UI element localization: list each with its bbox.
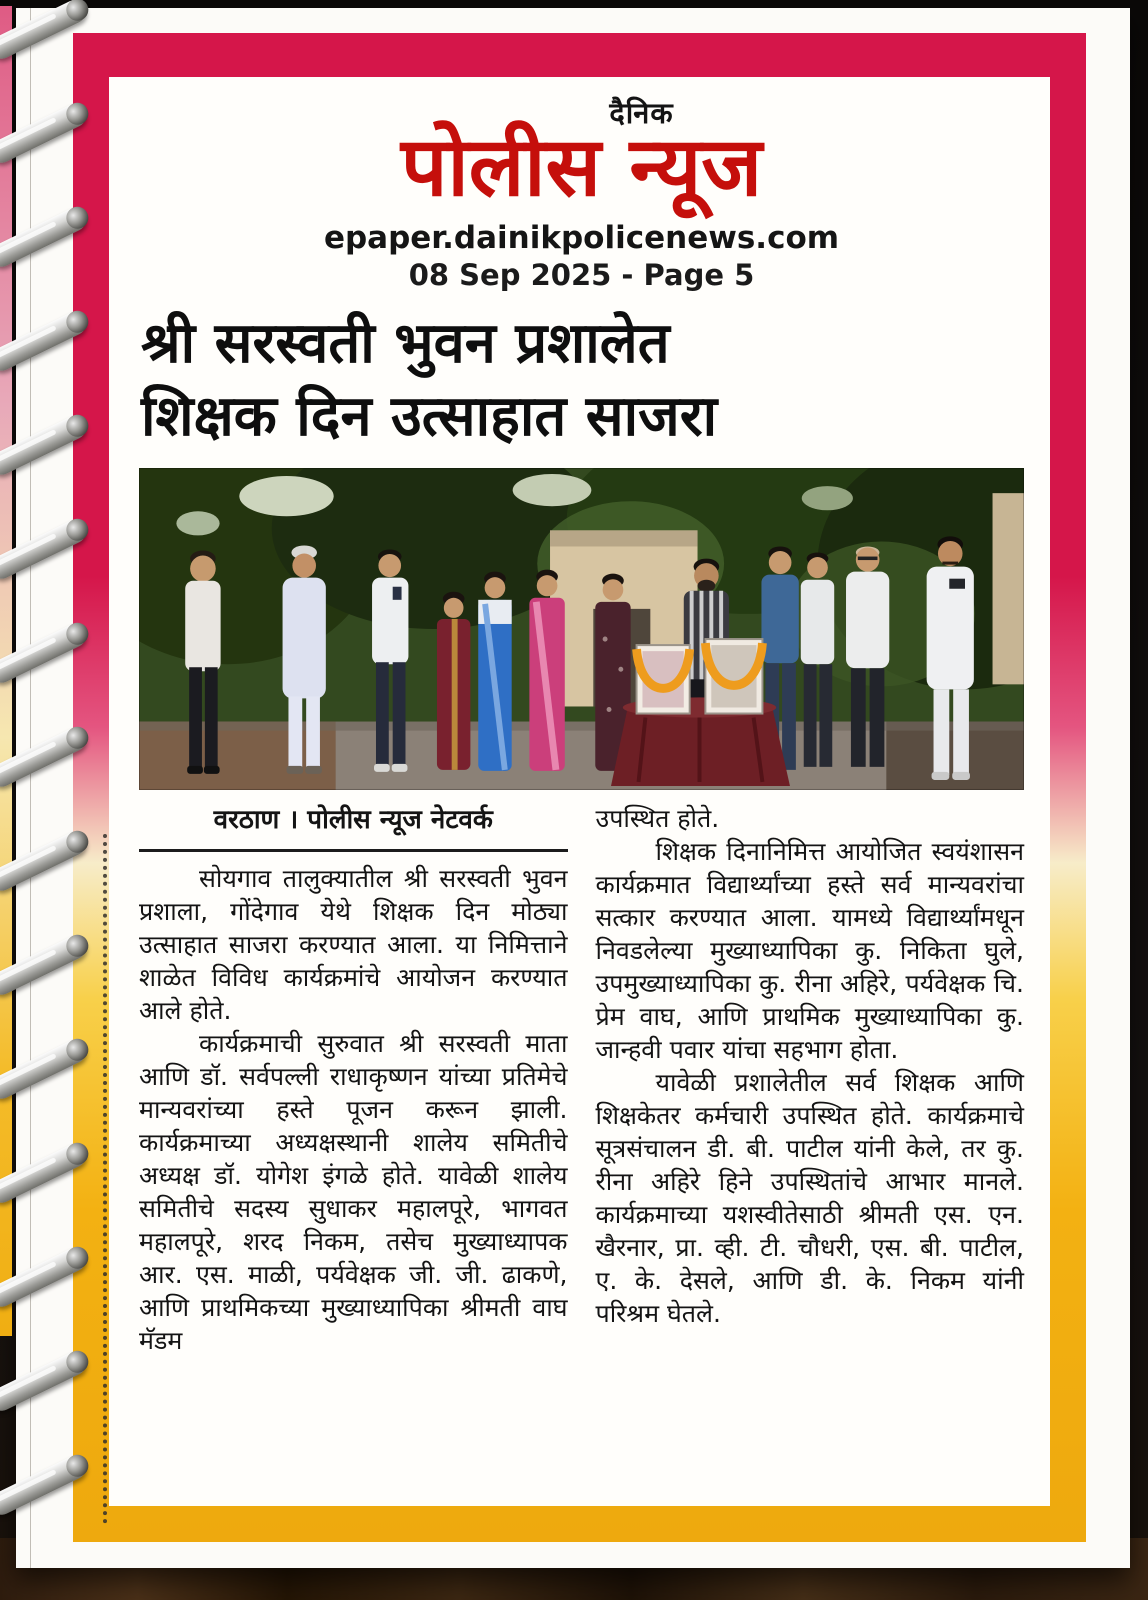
spiral-coil xyxy=(0,1452,90,1518)
spiral-coil xyxy=(0,932,90,998)
newspaper-masthead xyxy=(139,93,1024,292)
article-headline xyxy=(141,308,1024,454)
garlanded-portrait-right xyxy=(705,639,762,713)
headline-line-1: श्री सरस्वती भुवन प्रशालेत xyxy=(141,311,670,377)
article-paragraph: सोयगाव तालुक्यातील श्री सरस्वती भुवन प्रशाला, गोंदेगाव येथे शिक्षक दिन मोठ्या उत्साहात साजरा करण्यात आला. या निमित्ताने शाळेत विविध कार्यक्रमांचे आयोजन करण्यात आले होते. xyxy=(139,863,568,1025)
spiral-coil xyxy=(0,620,90,686)
spiral-coil xyxy=(0,412,90,478)
spiral-coil xyxy=(0,1140,90,1206)
article-paragraph: कार्यक्रमाची सुरुवात श्री सरस्वती माता आणि डॉ. सर्वपल्ली राधाकृष्णन यांच्या प्रतिमेचे मान्यवरांच्या हस्ते पूजन करून झाली. कार्यक्रमाच्या अध्यक्षस्थानी शालेय समितीचे अध्यक्ष डॉ. योगेश इंगळे होते. यावेळी शालेय समितीचे सदस्य सुधाकर महालपूरे, भागवत महालपूरे, शरद निकम, तसेच मुख्याध्यापक आर. एस. माळी, पर्यवेक्षक जी. जी. ढाकणे, आणि प्राथमिकच्या मुख्याध्यापिका श्रीमती वाघ मॅडम xyxy=(139,1028,568,1355)
headline-line-2: शिक्षक दिन उत्साहात साजरा xyxy=(141,384,718,450)
spiral-coil xyxy=(0,308,90,374)
event-photo-illustration xyxy=(139,468,1024,790)
article-column-right xyxy=(596,802,1025,1357)
decorative-border-frame xyxy=(73,33,1086,1542)
epaper-url: epaper.dainikpolicenews.com xyxy=(323,220,840,257)
masthead-title: पोलीस न्यूज xyxy=(400,120,763,215)
article-body xyxy=(139,802,1024,1357)
spiral-coil xyxy=(0,724,90,790)
person-woman-blue-sari xyxy=(478,572,511,771)
byline-text: वरठाण । पोलीस न्यूज नेटवर्क xyxy=(213,804,493,835)
spiral-coil xyxy=(0,0,90,63)
ground xyxy=(139,722,1024,790)
article-paragraph: यावेळी प्रशालेतील सर्व शिक्षक आणि शिक्षकेतर कर्मचारी उपस्थित होते. कार्यक्रमाचे सूत्रसंचालन डी. बी. पाटील यांनी केले, तर कु. रीना अहिरे हिने उपस्थितांचे आभार मानले. कार्यक्रमाच्या यशस्वीतेसाठी श्रीमती एस. एन. खैरनार, प्रा. व्ही. टी. चौधरी, एस. बी. पाटील, ए. के. देसले, आणि डी. के. निकम यांनी परिश्रम घेतले. xyxy=(595,1067,1024,1328)
article-paragraph: शिक्षक दिनानिमित्त आयोजित स्वयंशासन कार्यक्रमात विद्यार्थ्यांच्या हस्ते सर्व मान्यवरांचा सत्कार करण्यात आला. यामध्ये विद्यार्थ्यांमधून निवडलेल्या मुख्याध्यापिका कु. निकिता घुले, उपमुख्याध्यापिका कु. रीना अहिरे, पर्यवेक्षक चि. प्रेम वाघ, आणि प्राथमिक मुख्याध्यापिका कु. जान्हवी पवार यांचा सहभाग होता. xyxy=(595,836,1024,1064)
masthead-tagline: दैनिक xyxy=(609,96,674,130)
spiral-coil xyxy=(0,1036,90,1102)
edition-dateline: 08 Sep 2025 - Page 5 xyxy=(408,258,755,293)
spiral-coil xyxy=(0,204,90,270)
person-woman-pink-sari xyxy=(529,570,564,771)
spiral-coil xyxy=(0,516,90,582)
garlanded-portrait-left xyxy=(637,645,690,713)
notebook-page xyxy=(16,8,1130,1568)
byline xyxy=(139,802,568,852)
article-column-left xyxy=(139,802,568,1357)
event-photo xyxy=(139,468,1024,790)
spiral-coil xyxy=(0,828,90,894)
spiral-coil xyxy=(0,100,90,166)
spiral-coil xyxy=(0,1244,90,1310)
spiral-coil xyxy=(0,1348,90,1414)
spiral-binding xyxy=(0,0,135,1600)
article-paragraph: उपस्थित होते. xyxy=(595,803,720,833)
page-content-area xyxy=(109,77,1050,1506)
